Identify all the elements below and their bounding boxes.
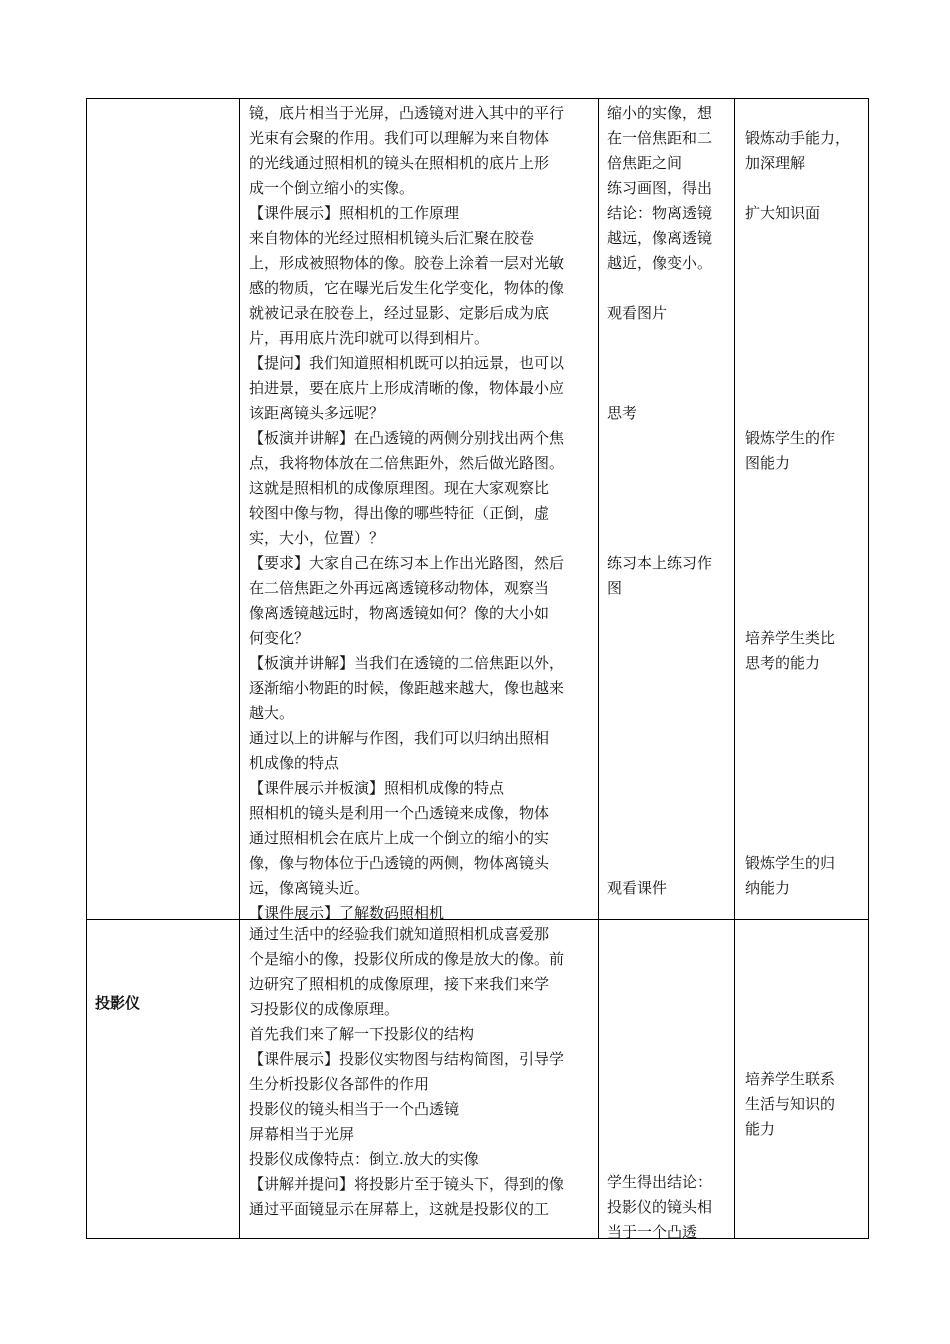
- content-line: 生分析投影仪各部件的作用: [249, 1075, 430, 1093]
- content-line: 屏幕相当于光屏: [249, 1125, 355, 1143]
- student-activity-line: 倍焦距之间: [607, 154, 683, 172]
- content-line: 通过照相机会在底片上成一个倒立的缩小的实: [249, 829, 550, 847]
- content-line: 个是缩小的像，投影仪所成的像是放大的像。前: [249, 950, 565, 968]
- content-line: 投影仪的镜头相当于一个凸透镜: [249, 1100, 460, 1118]
- table-row: [87, 920, 869, 1239]
- content-line: 实，大小，位置）？: [249, 529, 385, 547]
- content-line: 片，再用底片洗印就可以得到相片。: [249, 329, 490, 347]
- content-line: 【课件展示】投影仪实物图与结构简图，引导学: [249, 1050, 565, 1068]
- student-activity-line: 练习画图，得出: [607, 179, 713, 197]
- content-line: 【课件展示】了解数码照相机: [249, 904, 445, 922]
- student-activity-line: 练习本上练习作: [607, 554, 713, 572]
- student-activity-line: 投影仪的镜头相: [607, 1197, 713, 1216]
- content-cell: [240, 99, 599, 920]
- student-activity-line: 观看图片: [607, 304, 668, 322]
- student-activity-line: 当于一个凸透: [607, 1222, 698, 1241]
- content-line: 照相机的镜头是利用一个凸透镜来成像，物体: [249, 804, 550, 822]
- student-activity-cell: [599, 920, 735, 1239]
- design-intent-line: 锻炼学生的归: [745, 854, 836, 872]
- content-line: 像，像与物体位于凸透镜的两侧，物体离镜头: [249, 854, 550, 872]
- student-activity-line: 图: [607, 579, 623, 597]
- lesson-plan-table: [86, 98, 869, 1239]
- content-line: 来自物体的光经过照相机镜头后汇聚在胶卷: [249, 229, 535, 247]
- student-activity-line: 观看课件: [607, 879, 668, 897]
- content-line: 通过生活中的经验我们就知道照相机成喜爱那: [249, 925, 550, 943]
- content-line: 的光线通过照相机的镜头在照相机的底片上形: [249, 154, 550, 172]
- content-line: 上，形成被照物体的像。胶卷上涂着一层对光敏: [249, 254, 565, 272]
- student-activity-cell: [599, 99, 735, 920]
- design-intent-line: 锻炼学生的作: [745, 429, 836, 447]
- content-line: 【课件展示并板演】照相机成像的特点: [249, 779, 505, 797]
- content-line: 首先我们来了解一下投影仪的结构: [249, 1025, 475, 1043]
- content-line: 机成像的特点: [249, 754, 340, 772]
- student-activity-line: 学生得出结论：: [607, 1172, 713, 1191]
- design-intent-line: 加深理解: [745, 154, 806, 172]
- design-intent-line: 纳能力: [745, 879, 791, 897]
- content-line: 拍进景，要在底片上形成清晰的像，物体最小应: [249, 379, 565, 397]
- content-line: 逐渐缩小物距的时候，像距越来越大，像也越来: [249, 679, 565, 697]
- student-activity-line: 思考: [607, 404, 638, 422]
- student-activity-line: 缩小的实像，想: [607, 104, 713, 122]
- content-line: 点，我将物体放在二倍焦距外，然后做光路图。: [249, 454, 565, 472]
- table-row: [87, 99, 869, 920]
- design-intent-cell: [735, 99, 869, 920]
- content-line: 习投影仪的成像原理。: [249, 1000, 400, 1018]
- content-line: 【课件展示】照相机的工作原理: [249, 204, 460, 222]
- design-intent-line: 扩大知识面: [745, 204, 821, 222]
- content-line: 边研究了照相机的成像原理，接下来我们来学: [249, 975, 550, 993]
- design-intent-line: 锻炼动手能力，: [745, 129, 851, 147]
- design-intent-line: 培养学生联系: [745, 1070, 836, 1088]
- design-intent-cell: [735, 920, 869, 1239]
- section-cell: [87, 920, 240, 1239]
- design-intent-line: 思考的能力: [745, 654, 821, 672]
- content-line: 这就是照相机的成像原理图。现在大家观察比: [249, 479, 550, 497]
- content-line: 【板演并讲解】当我们在透镜的二倍焦距以外，: [249, 654, 565, 672]
- content-line: 【要求】大家自己在练习本上作出光路图，然后: [249, 554, 565, 572]
- student-activity-line: 结论：物离透镜: [607, 204, 713, 222]
- content-line: 何变化？: [249, 629, 310, 647]
- content-line: 光束有会聚的作用。我们可以理解为来自物体: [249, 129, 550, 147]
- content-line: 投影仪成像特点：倒立.放大的实像: [249, 1150, 479, 1168]
- student-activity-line: 在一倍焦距和二: [607, 129, 713, 147]
- content-line: 通过平面镜显示在屏幕上，这就是投影仪的工: [249, 1200, 550, 1218]
- content-line: 通过以上的讲解与作图，我们可以归纳出照相: [249, 729, 550, 747]
- section-cell: [87, 99, 240, 920]
- design-intent-line: 能力: [745, 1120, 776, 1138]
- content-line: 像离透镜越远时，物离透镜如何？像的大小如: [249, 604, 550, 622]
- content-line: 【讲解并提问】将投影片至于镜头下，得到的像: [249, 1175, 565, 1193]
- content-line: 成一个倒立缩小的实像。: [249, 179, 415, 197]
- student-activity-line: 越远，像离透镜: [607, 229, 713, 247]
- student-activity-line: 越近，像变小。: [607, 254, 713, 272]
- content-line: 较图中像与物，得出像的哪些特征（正倒，虚: [249, 504, 550, 522]
- section-title: 投影仪: [95, 994, 141, 1012]
- content-line: 越大。: [249, 704, 295, 722]
- content-line: 远，像离镜头近。: [249, 879, 370, 897]
- content-line: 【提问】我们知道照相机既可以拍远景，也可以: [249, 354, 565, 372]
- content-line: 镜，底片相当于光屏，凸透镜对进入其中的平行: [249, 104, 565, 122]
- content-cell: [240, 920, 599, 1239]
- content-line: 在二倍焦距之外再远离透镜移动物体，观察当: [249, 579, 550, 597]
- content-line: 【板演并讲解】在凸透镜的两侧分别找出两个焦: [249, 429, 565, 447]
- design-intent-line: 生活与知识的: [745, 1095, 836, 1113]
- content-line: 该距离镜头多远呢？: [249, 404, 385, 422]
- design-intent-line: 培养学生类比: [745, 629, 836, 647]
- content-line: 感的物质，它在曝光后发生化学变化，物体的像: [249, 279, 565, 297]
- content-line: 就被记录在胶卷上，经过显影、定影后成为底: [249, 304, 550, 322]
- design-intent-line: 图能力: [745, 454, 791, 472]
